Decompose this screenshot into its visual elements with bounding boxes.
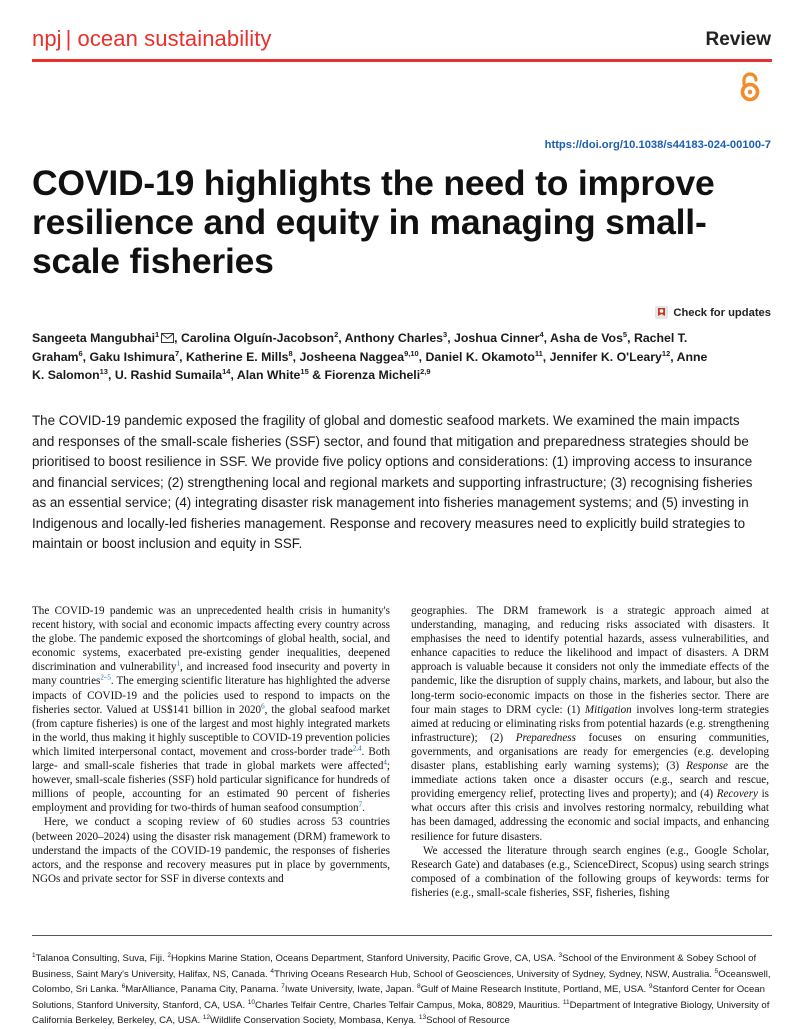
header-rule bbox=[32, 59, 772, 62]
affiliation-text: Talanoa Consulting, Suva, Fiji. bbox=[35, 953, 168, 964]
affiliations bbox=[32, 951, 772, 1029]
text-run: The COVID-19 pandemic was an unprecedented health crisis in humanity's recent history, with social and economic impacts affecting every country across the globe. The pandemic exposed the shortcomings of global health, social, and economic systems, exacerbated pre-existing gender inequalities, deepened discrimination and vulnerability bbox=[32, 605, 390, 674]
affiliation-number: 7 bbox=[281, 983, 285, 990]
emphasis-term: Response bbox=[686, 760, 728, 773]
citation-ref[interactable]: 2–5 bbox=[100, 673, 111, 682]
journal-brand: npj bbox=[32, 26, 62, 51]
journal-name: ocean sustainability bbox=[77, 26, 272, 51]
body-column-right bbox=[411, 604, 769, 900]
citation-ref[interactable]: 6 bbox=[261, 701, 265, 710]
footnote-rule bbox=[32, 935, 772, 936]
affiliation-number: 3 bbox=[558, 951, 563, 959]
author-name[interactable]: Daniel K. Okamoto bbox=[425, 349, 535, 364]
abstract: The COVID-19 pandemic exposed the fragility of global and domestic seafood markets. We examined the main impacts and responses of the small-scale fisheries (SSF) sector, and found that mitigation and preparedness strategies should be prioritised to boost resilience in SSF. We provide five policy options and considerations: (1) improving access to insurance and financial services; (2) strengthening local and regional markets and supporting infrastructure; (3) recognising fisheries as an essential service; (4) integrating disaster risk management into fisheries management systems; and (5) investing in Indigenous and locally-led fisheries management. Response and recovery measures need to explicitly build strategies to maintain or boost inclusion and equity in SSF. bbox=[32, 413, 753, 551]
affiliation-text: Hopkins Marine Station, Oceans Department, Stanford University, Pacific Grove, CA, USA. bbox=[170, 953, 559, 964]
citation-ref[interactable]: 7 bbox=[358, 800, 363, 809]
author-name[interactable]: U. Rashid Sumaila bbox=[114, 368, 223, 382]
emphasis-term: Recovery bbox=[716, 788, 758, 801]
author-name[interactable]: Asha de Vos bbox=[550, 331, 623, 345]
author-name[interactable]: Sangeeta Mangubhai bbox=[32, 331, 155, 345]
author-affiliation-ref: 6 bbox=[78, 348, 83, 358]
body-paragraph-4: We accessed the literature through search engines (e.g., Google Scholar, Research Gate) and databases (e.g., ScienceDirect, Scopus) using search strings composed of a combination of the following groups of keywords: terms for fisheries (e.g., small-scale fisheries, SSF, fisheries, fishing bbox=[411, 844, 769, 899]
affiliation-text: Charles Telfair Centre, Charles Telfair Campus, Moka, 80829, Mauritius. bbox=[255, 999, 563, 1011]
affiliation-number: 4 bbox=[270, 967, 275, 975]
author-affiliation-ref: 15 bbox=[300, 366, 309, 376]
author-name[interactable]: Josheena Naggea bbox=[299, 349, 405, 364]
author-list: Sangeeta Mangubhai$^1$ , Carolina Olguín-Jacobson$^2$, Anthony Charles$^3$, Joshua Cinner$^4$, Asha de Vos$^5$, Rachel T. Graham$^6$, Gaku Ishimura$^7$, Katherine E. Mills$^8$, Josheena Naggea$^{9,10}$, Daniel K. Okamoto$^{11}$, Jennifer K. O'Leary$^{12}$, Anne K. Salomon$^{13}$, U. Rashid Sumaila$^{14}$, Alan White$^{15}$ & Fiorenza Micheli$^{2,9}$ bbox=[32, 329, 708, 382]
author-name[interactable]: Carolina Olguín-Jacobson bbox=[181, 331, 335, 345]
affiliation-number: 10 bbox=[247, 998, 256, 1006]
body-paragraph-1 bbox=[32, 604, 390, 815]
affiliation-number: 1 bbox=[32, 951, 36, 959]
author-affiliation-ref: 4 bbox=[539, 329, 544, 339]
citation-ref[interactable]: 2,4 bbox=[352, 744, 362, 753]
author-name[interactable]: Joshua Cinner bbox=[454, 331, 540, 345]
text-run: . The emerging scientific literature has highlighted the adverse impacts of COVID-19 and the policies used to respond to impacts on the fisheries sector. Valued at US$141 billion in 2020 bbox=[32, 675, 390, 716]
author-name[interactable]: Alan White bbox=[236, 368, 301, 382]
affiliation-number: 11 bbox=[562, 998, 570, 1006]
crossmark-icon bbox=[655, 306, 668, 319]
author-name[interactable]: Jennifer K. O'Leary bbox=[549, 349, 662, 364]
author-affiliation-ref: 13 bbox=[99, 366, 108, 376]
doi-link[interactable]: https://doi.org/10.1038/s44183-024-00100-7 bbox=[544, 139, 771, 151]
author-affiliation-ref: 2,9 bbox=[420, 366, 431, 376]
author-affiliation-ref: 12 bbox=[661, 348, 671, 358]
affiliation-number: 9 bbox=[648, 983, 653, 990]
affiliation-text: Thriving Oceans Research Hub, School of Geosciences, University of Sydney, Sydney, NSW, Australia. bbox=[274, 968, 715, 980]
citation-ref[interactable]: 4 bbox=[383, 758, 387, 767]
text-run: . bbox=[362, 802, 365, 815]
affiliation-text: Iwate University, Iwate, Japan. bbox=[284, 984, 417, 996]
text-run: are the immediate actions taken once a disaster occurs (e.g., search and rescue, providing emergency relief, protecting lives and property); and (4) bbox=[411, 760, 769, 801]
author-affiliation-ref: 8 bbox=[288, 348, 293, 358]
text-run: , and increased food insecurity and poverty in many countries bbox=[32, 661, 390, 688]
author-name[interactable]: Fiorenza Micheli bbox=[324, 368, 421, 382]
body-paragraph-2: Here, we conduct a scoping review of 60 studies across 53 countries (between 2020–2024) using the disaster risk management (DRM) framework to understand the impacts of the COVID-19 pandemic, the responses of fisheries actors, and the response and recovery measures put in place by governments, NGOs and private sector for SSF in diverse contexts and bbox=[32, 816, 390, 885]
affiliation-text: School of Resource bbox=[426, 1015, 510, 1027]
text-run: involves long-term strategies aimed at reducing or eliminating risks from potential hazards (e.g. strengthening infrastructure); (2) bbox=[411, 703, 769, 744]
citation-ref[interactable]: 1 bbox=[176, 659, 180, 668]
text-run: geographies. The DRM framework is a strategic approach aimed at understanding, managing, and reducing risks associated with disasters. It emphasises the need to identify potential hazards, assess vulnerabilities, and enhance capacities to reduce the likelihood and impact of disasters. A DRM approach is valuable because it considers not only the immediate effects of the pandemic, like the disruption of supply chains, markets, and labour, but also the long-term socio-economic impacts on those in the fisheries sector. There are four main stages to DRM cycle: (1) bbox=[411, 605, 769, 716]
body-column-left bbox=[32, 604, 390, 886]
text-run: focuses on ensuring communities, governments, and organisations are ready for emergencies (e.g. developing disaster plans, establishing early warning systems); (3) bbox=[411, 731, 770, 773]
author-affiliation-ref: 14 bbox=[222, 366, 231, 376]
affiliation-text: Stanford Center for Ocean Solutions, Stanford University, Stanford, CA, USA. bbox=[32, 984, 765, 1011]
affiliation-number: 6 bbox=[121, 983, 126, 990]
affiliation-number: 5 bbox=[714, 967, 719, 975]
affiliation-number: 12 bbox=[202, 1014, 211, 1022]
text-run: , the global seafood market (from capture fisheries) is one of the largest and most highly integrated markets in the world, thus making it highly susceptible to COVID-19 prevention policies which limited interpersonal contact, movement and cross-border trade bbox=[32, 703, 390, 758]
email-icon[interactable] bbox=[161, 333, 174, 343]
affiliation-number: 2 bbox=[167, 951, 171, 959]
author-name[interactable]: Anne K. Salomon bbox=[32, 349, 708, 382]
text-run: is what occurs after this crisis and involves restoring normalcy, rebuilding what has been damaged, addressing the economic and social impacts, and enhancing resilience for future disasters. bbox=[411, 788, 769, 843]
author-affiliation-ref: 1 bbox=[155, 329, 160, 339]
affiliation-number: 8 bbox=[416, 983, 421, 990]
journal-title bbox=[32, 26, 272, 52]
author-name[interactable]: Anthony Charles bbox=[344, 331, 444, 345]
affiliation-text: School of the Environment & Sobey School of Business, Saint Mary's University, Halifax, NS, Canada. bbox=[32, 953, 757, 980]
text-run: ; however, small-scale fisheries (SSF) hold particular significance for hundreds of millions of people, accounting for an estimated 90 percent of fisheries employment and providing for two-thirds of human seafood consumption bbox=[32, 760, 390, 815]
affiliation-number: 13 bbox=[418, 1014, 427, 1022]
emphasis-term: Mitigation bbox=[584, 703, 632, 716]
affiliation-text: Wildlife Conservation Society, Mombasa, Kenya. bbox=[210, 1015, 419, 1027]
open-access-icon bbox=[738, 72, 762, 102]
author-affiliation-ref: 11 bbox=[534, 348, 543, 358]
check-updates-label: Check for updates bbox=[673, 306, 771, 319]
author-affiliation-ref: 3 bbox=[443, 329, 448, 339]
journal-separator: | bbox=[65, 26, 72, 51]
author-affiliation-ref: 9,10 bbox=[404, 348, 419, 358]
affiliation-text: MarAlliance, Panama City, Panama. bbox=[125, 984, 282, 996]
text-run: . Both large- and small-scale fisheries that trade in global markets were affected bbox=[32, 745, 390, 773]
affiliation-text: Department of Integrative Biology, University of California Berkeley, Berkeley, CA, USA. bbox=[32, 999, 770, 1027]
author-affiliation-ref: 2 bbox=[334, 329, 339, 339]
author-name[interactable]: Rachel T. Graham bbox=[32, 331, 688, 364]
affiliation-text: Oceanswell, Colombo, Sri Lanka. bbox=[32, 968, 771, 996]
author-name[interactable]: Katherine E. Mills bbox=[185, 349, 289, 364]
check-updates-button[interactable] bbox=[655, 306, 771, 319]
article-title: COVID-19 highlights the need to improve resilience and equity in managing small-scale fisheries bbox=[32, 163, 715, 281]
affiliation-text: Gulf of Maine Research Institute, Portland, ME, USA. bbox=[420, 984, 649, 996]
body-paragraph-3 bbox=[411, 604, 769, 844]
author-affiliation-ref: 7 bbox=[174, 348, 180, 358]
author-name[interactable]: Gaku Ishimura bbox=[89, 349, 175, 364]
author-affiliation-ref: 5 bbox=[622, 329, 628, 339]
article-type: Review bbox=[705, 29, 771, 50]
emphasis-term: Preparedness bbox=[515, 731, 576, 744]
